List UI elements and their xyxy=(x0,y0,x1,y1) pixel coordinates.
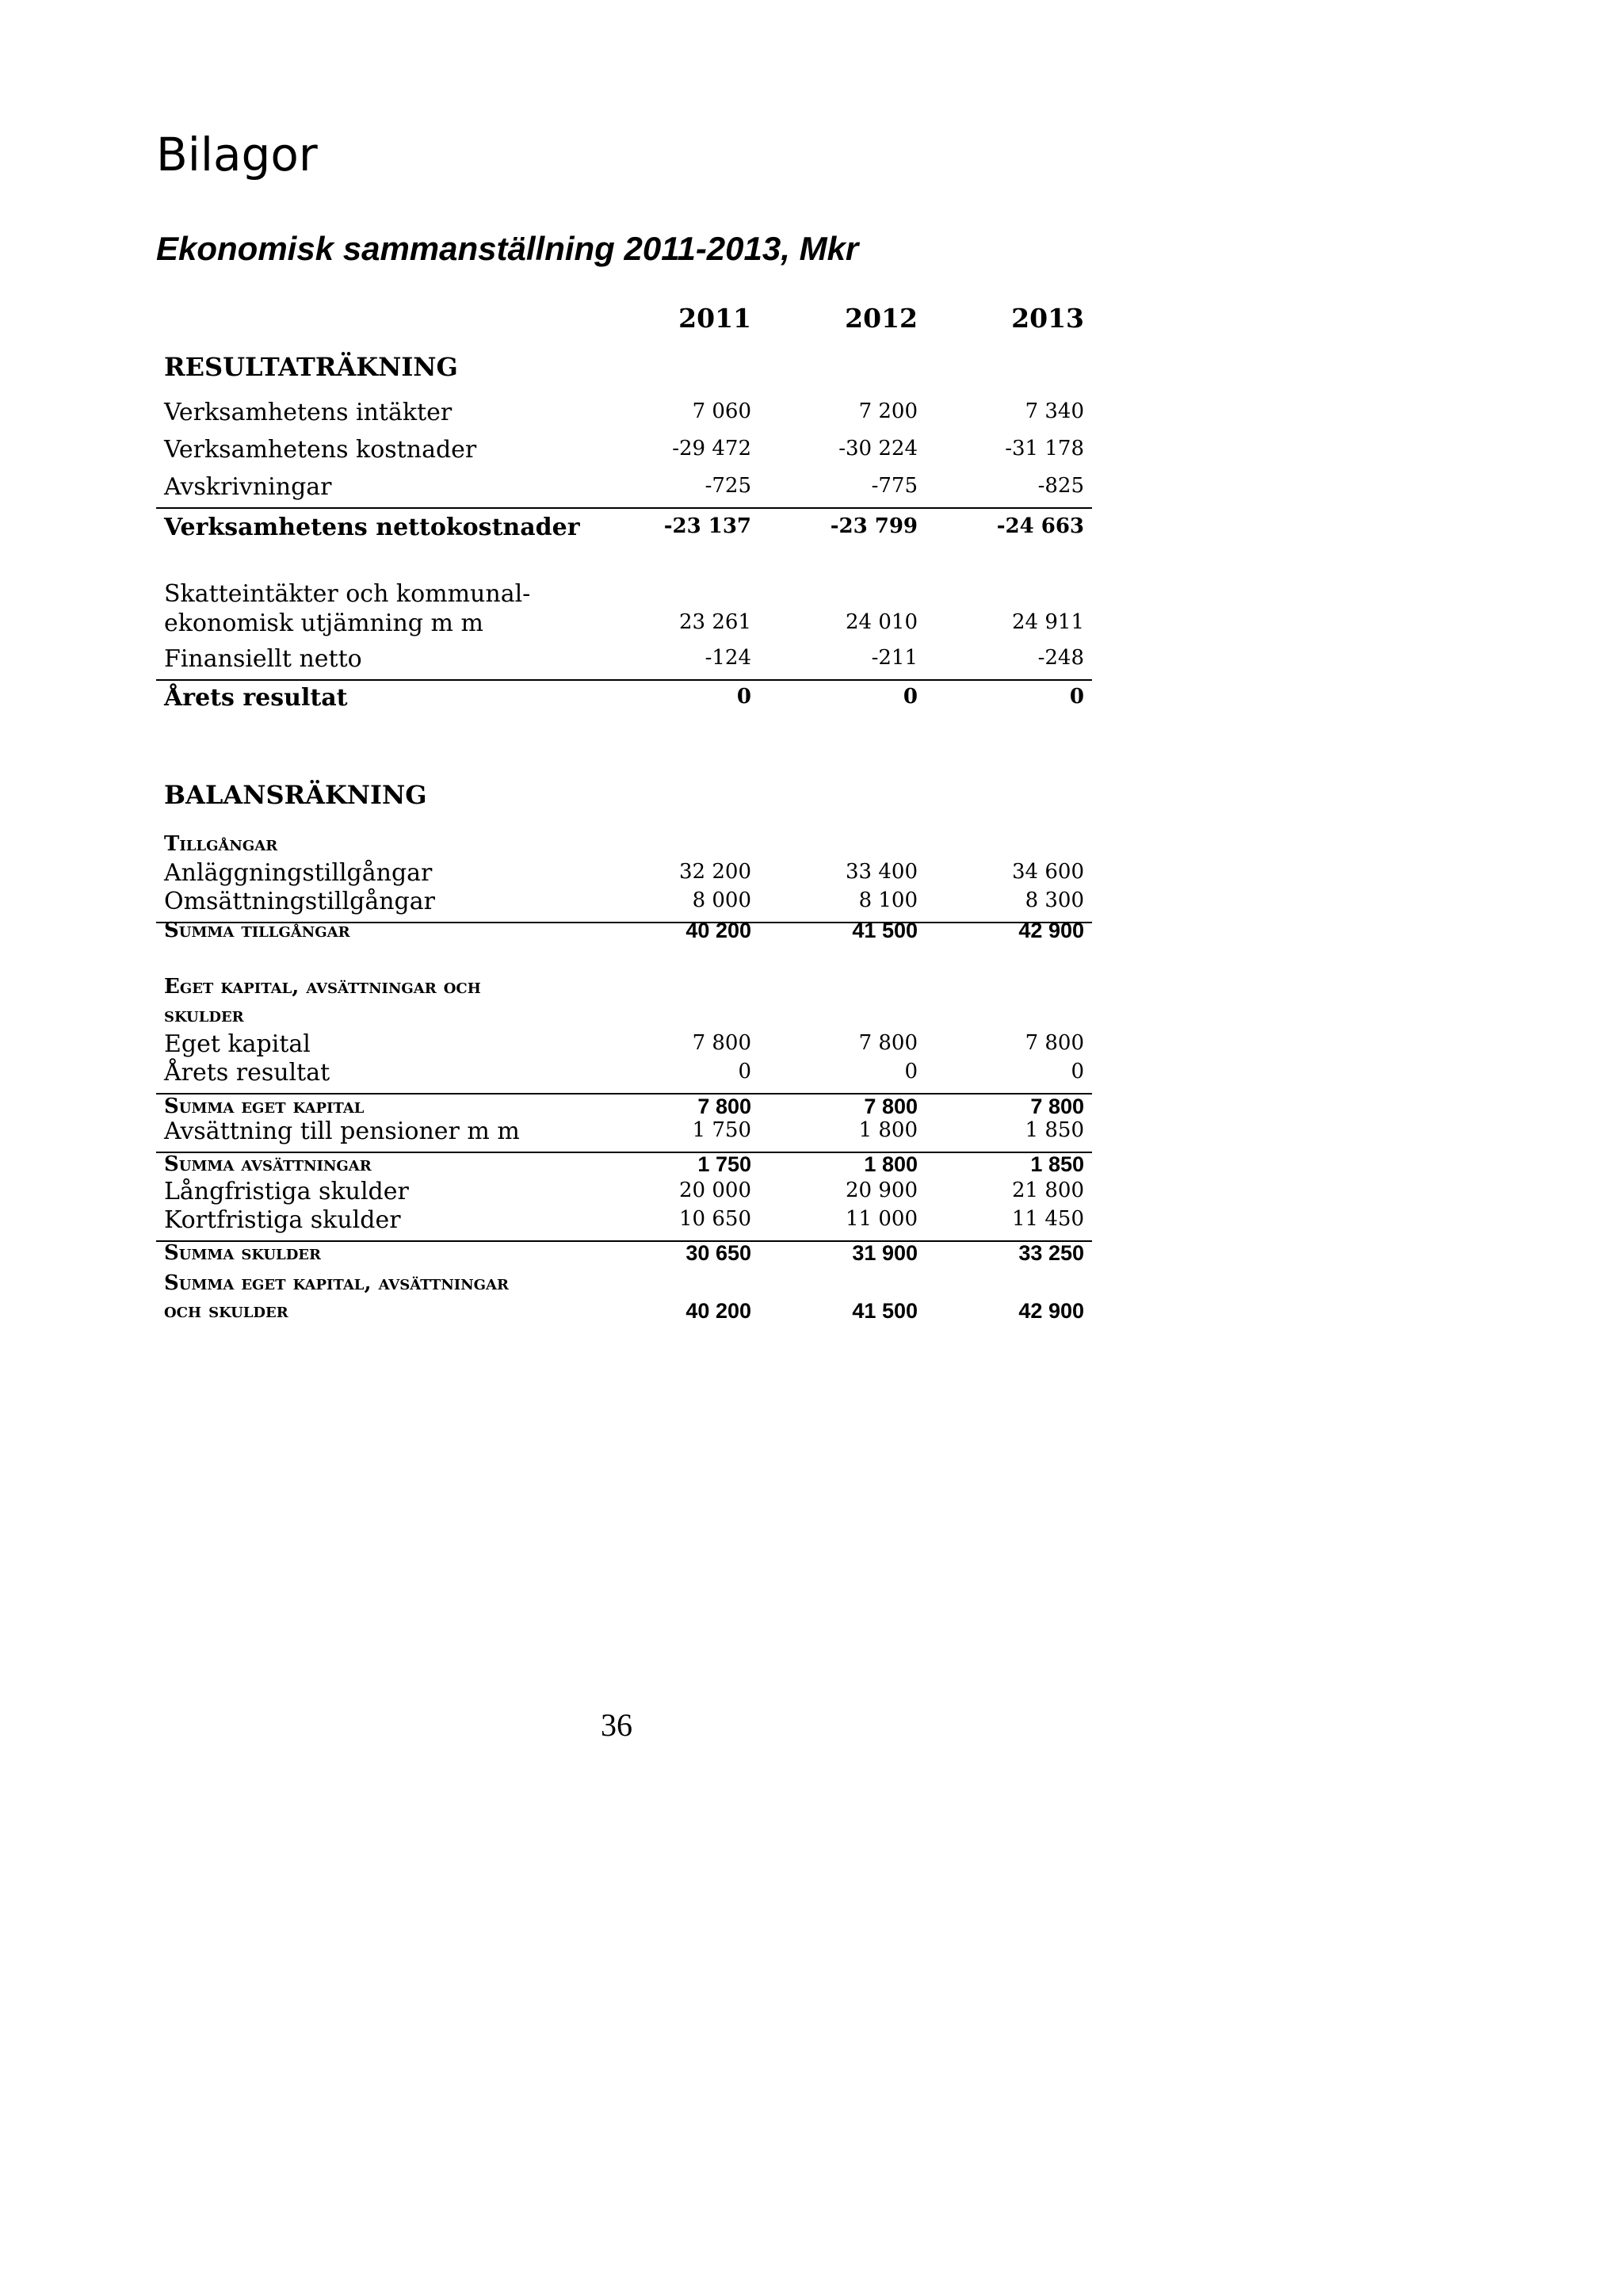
table-row xyxy=(156,401,1092,433)
row-label: Summa eget kapital xyxy=(164,1095,365,1118)
value-2012: 33 400 xyxy=(846,860,918,884)
value-2013: 42 900 xyxy=(1018,919,1084,942)
group-heading: Tillgångar xyxy=(164,832,278,856)
year-2013: 2013 xyxy=(1011,303,1084,334)
page-number: 36 xyxy=(601,1707,632,1743)
value-2011: -124 xyxy=(705,646,751,670)
value-2012: 20 900 xyxy=(846,1179,918,1202)
table-row xyxy=(156,473,1092,509)
value-2011: 20 000 xyxy=(679,1179,751,1202)
value-2012: 7 800 xyxy=(864,1095,918,1118)
row-label: Avsättning till pensioner m m xyxy=(164,1117,520,1145)
value-2011: 30 650 xyxy=(685,1241,751,1265)
value-2013: 33 250 xyxy=(1018,1241,1084,1265)
row-label: Årets resultat xyxy=(164,1059,330,1087)
row-label: Summa skulder xyxy=(164,1241,321,1265)
section-title-balans xyxy=(156,782,1092,814)
value-2013: 11 450 xyxy=(1012,1207,1084,1231)
row-label: Verksamhetens nettokostnader xyxy=(164,514,580,541)
section-title-resultat xyxy=(156,354,1092,386)
row-label: Omsättningstillgångar xyxy=(164,888,435,915)
value-2013: 0 xyxy=(1071,1060,1084,1083)
report-subheading: Ekonomisk sammanställning 2011-2013, Mkr xyxy=(156,230,859,267)
value-2012: -30 224 xyxy=(838,437,918,460)
value-2012: -23 799 xyxy=(830,514,918,538)
page-heading: Bilagor xyxy=(156,128,318,181)
value-2011: 1 750 xyxy=(692,1118,751,1142)
value-2013: 1 850 xyxy=(1025,1118,1084,1142)
value-2012: 41 500 xyxy=(852,919,918,942)
value-2011: 32 200 xyxy=(679,860,751,884)
value-2011: 0 xyxy=(738,1060,751,1083)
value-2013: 42 900 xyxy=(1018,1299,1084,1323)
year-header-row xyxy=(156,305,1092,337)
value-2013: 7 340 xyxy=(1025,399,1084,423)
value-2011: 0 xyxy=(736,685,751,709)
year-2011: 2011 xyxy=(678,303,751,334)
row-label: Eget kapital xyxy=(164,1030,311,1058)
value-2011: 7 800 xyxy=(692,1031,751,1055)
table-row-grand-total xyxy=(156,1301,1092,1332)
group-heading-eget xyxy=(156,976,1092,1008)
value-2011: 10 650 xyxy=(679,1207,751,1231)
value-2012: 31 900 xyxy=(852,1241,918,1265)
value-2013: -248 xyxy=(1037,646,1084,670)
value-2012: 7 200 xyxy=(858,399,918,423)
value-2012: -775 xyxy=(871,474,918,498)
section-title: BALANSRÄKNING xyxy=(164,780,427,810)
value-2012: -211 xyxy=(871,646,918,670)
row-label: och skulder xyxy=(164,1299,288,1323)
row-label: Avskrivningar xyxy=(164,473,332,501)
value-2012: 24 010 xyxy=(846,610,918,634)
value-2013: -31 178 xyxy=(1005,437,1084,460)
value-2013: 7 800 xyxy=(1025,1031,1084,1055)
value-2012: 0 xyxy=(904,1060,918,1083)
table-row-total xyxy=(156,686,1092,718)
row-label: Kortfristiga skulder xyxy=(164,1206,401,1234)
value-2012: 8 100 xyxy=(858,888,918,912)
value-2013: 24 911 xyxy=(1012,610,1084,634)
value-2013: -24 663 xyxy=(996,514,1084,538)
table-row xyxy=(156,609,1092,644)
table-row xyxy=(156,438,1092,470)
table-row-label-line xyxy=(156,1273,1092,1305)
table-row xyxy=(156,1061,1092,1095)
value-2011: 7 800 xyxy=(697,1095,751,1118)
value-2013: -825 xyxy=(1037,474,1084,498)
value-2011: 7 060 xyxy=(692,399,751,423)
value-2011: 40 200 xyxy=(685,919,751,942)
value-2013: 0 xyxy=(1069,685,1084,709)
table-row-total xyxy=(156,516,1092,548)
value-2013: 1 850 xyxy=(1030,1152,1084,1176)
value-2013: 8 300 xyxy=(1025,888,1084,912)
value-2012: 11 000 xyxy=(846,1207,918,1231)
value-2012: 41 500 xyxy=(852,1299,918,1323)
section-title: RESULTATRÄKNING xyxy=(164,352,458,382)
table-row-sum xyxy=(156,920,1092,952)
row-label: Anläggningstillgångar xyxy=(164,859,433,887)
year-2012: 2012 xyxy=(845,303,918,334)
table-row xyxy=(156,1117,1092,1153)
value-2013: 21 800 xyxy=(1012,1179,1084,1202)
row-label: Årets resultat xyxy=(164,684,348,712)
value-2012: 0 xyxy=(903,685,918,709)
value-2011: 1 750 xyxy=(697,1152,751,1176)
row-label: ekonomisk utjämning m m xyxy=(164,609,483,637)
value-2011: -29 472 xyxy=(672,437,751,460)
value-2013: 34 600 xyxy=(1012,860,1084,884)
row-label: Summa tillgångar xyxy=(164,919,350,942)
row-label: Finansiellt netto xyxy=(164,645,362,673)
row-label: Verksamhetens kostnader xyxy=(164,436,477,464)
group-heading: Eget kapital, avsättningar och xyxy=(164,975,481,999)
value-2011: -725 xyxy=(705,474,751,498)
value-2011: 40 200 xyxy=(685,1299,751,1323)
group-heading: skulder xyxy=(164,1003,244,1027)
table-row-sum xyxy=(156,1243,1092,1274)
row-label: Verksamhetens intäkter xyxy=(164,399,453,426)
row-label: Skatteintäkter och kommunal- xyxy=(164,580,531,608)
value-2012: 1 800 xyxy=(858,1118,918,1142)
value-2012: 7 800 xyxy=(858,1031,918,1055)
table-row xyxy=(156,645,1092,681)
value-2011: -23 137 xyxy=(663,514,751,538)
value-2012: 1 800 xyxy=(864,1152,918,1176)
row-label: Summa avsättningar xyxy=(164,1152,372,1176)
row-label: Långfristiga skulder xyxy=(164,1178,409,1205)
value-2011: 23 261 xyxy=(679,610,751,634)
value-2011: 8 000 xyxy=(692,888,751,912)
table-row xyxy=(156,1206,1092,1242)
value-2013: 7 800 xyxy=(1030,1095,1084,1118)
row-label: Summa eget kapital, avsättningar xyxy=(164,1271,509,1295)
